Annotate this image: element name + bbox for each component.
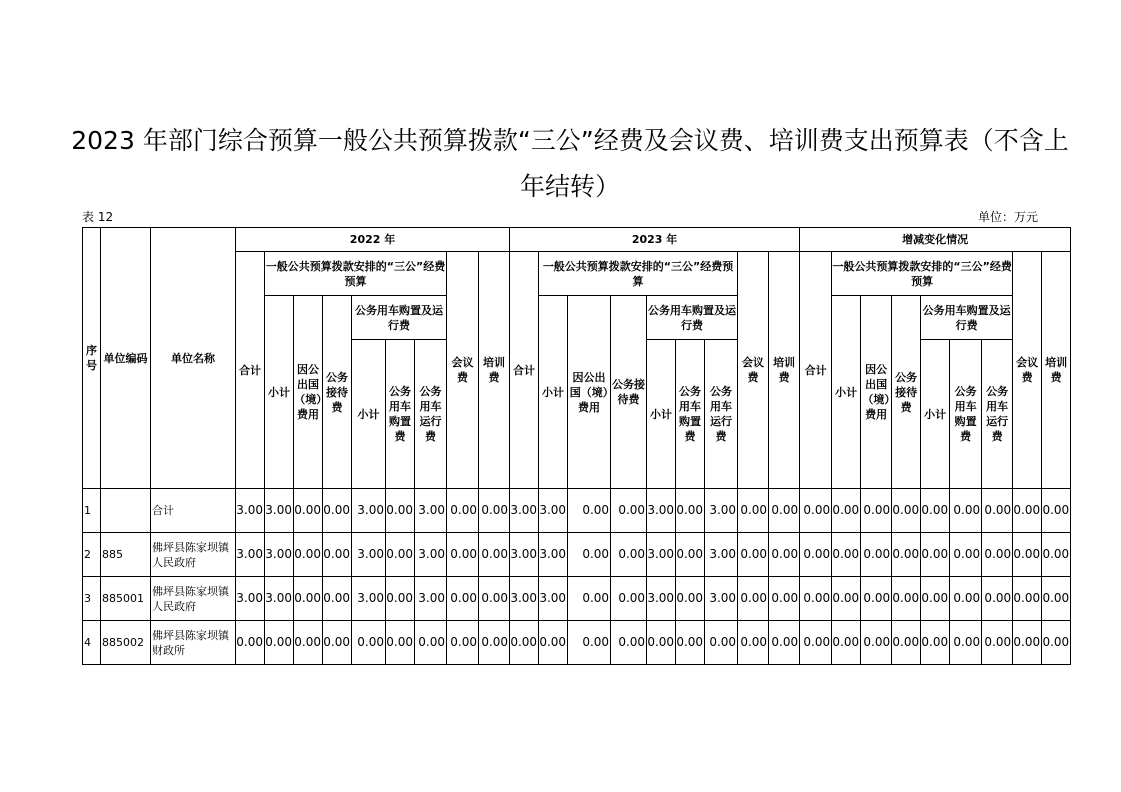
row-value-cell: 0.00 <box>676 489 705 533</box>
row-value-cell: 0.00 <box>415 621 447 665</box>
row-value-cell: 0.00 <box>950 577 982 621</box>
table-number: 表 12 <box>82 210 114 224</box>
row-value-cell: 0.00 <box>676 621 705 665</box>
row-value-cell: 0.00 <box>568 489 611 533</box>
row-seq: 2 <box>83 533 101 577</box>
row-value-cell: 0.00 <box>1042 621 1071 665</box>
header-sangong: 一般公共预算拨款安排的“三公”经费预算 <box>832 252 1013 296</box>
row-seq: 1 <box>83 489 101 533</box>
header-subtotal: 小计 <box>921 340 950 489</box>
row-value-cell: 0.00 <box>832 489 861 533</box>
row-value-cell: 0.00 <box>1013 621 1042 665</box>
row-value-cell: 0.00 <box>861 577 892 621</box>
row-value-cell: 0.00 <box>921 577 950 621</box>
header-meeting: 会议费 <box>738 252 769 489</box>
row-value-cell: 0.00 <box>447 621 479 665</box>
row-value-cell: 3.00 <box>236 489 265 533</box>
row-value-cell: 0.00 <box>982 621 1013 665</box>
row-value-cell: 0.00 <box>738 577 769 621</box>
row-value-cell: 0.00 <box>800 533 832 577</box>
row-value-cell: 0.00 <box>1042 533 1071 577</box>
row-value-cell: 0.00 <box>611 489 647 533</box>
header-training: 培训费 <box>769 252 800 489</box>
row-value-cell: 0.00 <box>323 577 352 621</box>
row-unit-code: 885001 <box>101 577 151 621</box>
row-value-cell: 0.00 <box>800 577 832 621</box>
row-value-cell: 0.00 <box>861 621 892 665</box>
row-value-cell: 0.00 <box>323 489 352 533</box>
row-value-cell: 0.00 <box>800 621 832 665</box>
row-value-cell: 3.00 <box>415 577 447 621</box>
header-abroad: 因公出国（境）费用 <box>294 296 323 489</box>
row-value-cell: 0.00 <box>479 533 510 577</box>
row-value-cell: 3.00 <box>265 533 294 577</box>
row-value-cell: 0.00 <box>386 621 415 665</box>
row-value-cell: 0.00 <box>611 621 647 665</box>
row-value-cell: 0.00 <box>352 621 386 665</box>
row-value-cell: 3.00 <box>705 577 738 621</box>
row-value-cell: 0.00 <box>982 489 1013 533</box>
row-value-cell: 0.00 <box>950 533 982 577</box>
row-value-cell: 0.00 <box>769 489 800 533</box>
row-value-cell: 0.00 <box>892 577 921 621</box>
row-value-cell: 3.00 <box>647 489 676 533</box>
row-value-cell: 0.00 <box>1042 577 1071 621</box>
row-value-cell: 0.00 <box>323 533 352 577</box>
row-value-cell: 0.00 <box>950 489 982 533</box>
header-2022: 2022 年 <box>236 228 510 252</box>
header-unit-code: 单位编码 <box>101 228 151 489</box>
table-row <box>83 533 1071 577</box>
row-value-cell: 0.00 <box>832 577 861 621</box>
row-value-cell: 0.00 <box>568 577 611 621</box>
header-vehicle: 公务用车购置及运行费 <box>921 296 1013 340</box>
row-value-cell: 0.00 <box>568 621 611 665</box>
row-seq: 4 <box>83 621 101 665</box>
header-reception: 公务接待费 <box>892 296 921 489</box>
row-unit-name: 佛坪县陈家坝镇财政所 <box>151 621 236 665</box>
row-value-cell: 0.00 <box>982 533 1013 577</box>
row-value-cell: 0.00 <box>568 533 611 577</box>
table-row <box>83 621 1071 665</box>
header-2023: 2023 年 <box>510 228 800 252</box>
table-body <box>83 489 1071 665</box>
table-row <box>83 577 1071 621</box>
header-meeting: 会议费 <box>447 252 479 489</box>
row-value-cell: 3.00 <box>236 533 265 577</box>
row-value-cell: 0.00 <box>832 621 861 665</box>
row-value-cell: 0.00 <box>892 621 921 665</box>
header-reception: 公务接待费 <box>323 296 352 489</box>
row-value-cell: 0.00 <box>447 489 479 533</box>
row-value-cell: 0.00 <box>294 577 323 621</box>
row-value-cell: 3.00 <box>415 489 447 533</box>
header-change: 增减变化情况 <box>800 228 1071 252</box>
row-value-cell: 0.00 <box>832 533 861 577</box>
row-value-cell: 3.00 <box>352 489 386 533</box>
row-value-cell: 0.00 <box>769 533 800 577</box>
header-subtotal: 小计 <box>539 296 568 489</box>
budget-table <box>82 227 1071 665</box>
header-vehicle-run: 公务用车运行费 <box>982 340 1013 489</box>
row-value-cell: 0.00 <box>479 489 510 533</box>
header-total: 合计 <box>236 252 265 489</box>
header-seq: 序号 <box>83 228 101 489</box>
header-total: 合计 <box>510 252 539 489</box>
row-unit-code: 885002 <box>101 621 151 665</box>
row-value-cell: 0.00 <box>386 533 415 577</box>
row-value-cell: 3.00 <box>647 533 676 577</box>
row-value-cell: 0.00 <box>323 621 352 665</box>
row-value-cell: 0.00 <box>1013 577 1042 621</box>
table-row <box>83 489 1071 533</box>
header-vehicle-run: 公务用车运行费 <box>705 340 738 489</box>
header-meeting: 会议费 <box>1013 252 1042 489</box>
row-value-cell: 0.00 <box>1013 489 1042 533</box>
row-value-cell: 0.00 <box>982 577 1013 621</box>
header-vehicle-purchase: 公务用车购置费 <box>386 340 415 489</box>
row-value-cell: 3.00 <box>539 533 568 577</box>
row-value-cell: 0.00 <box>1042 489 1071 533</box>
row-value-cell: 3.00 <box>415 533 447 577</box>
row-value-cell: 3.00 <box>705 489 738 533</box>
header-vehicle: 公务用车购置及运行费 <box>647 296 738 340</box>
row-value-cell: 0.00 <box>539 621 568 665</box>
row-value-cell: 0.00 <box>294 489 323 533</box>
header-sangong: 一般公共预算拨款安排的“三公”经费预算 <box>265 252 447 296</box>
row-value-cell: 3.00 <box>510 489 539 533</box>
header-unit-name: 单位名称 <box>151 228 236 489</box>
row-seq: 3 <box>83 577 101 621</box>
row-unit-code: 885 <box>101 533 151 577</box>
header-subtotal: 小计 <box>265 296 294 489</box>
row-value-cell: 0.00 <box>800 489 832 533</box>
row-unit-code <box>101 489 151 533</box>
row-value-cell: 0.00 <box>769 621 800 665</box>
row-value-cell: 3.00 <box>236 577 265 621</box>
row-value-cell: 0.00 <box>892 533 921 577</box>
row-value-cell: 0.00 <box>738 621 769 665</box>
row-value-cell: 0.00 <box>738 489 769 533</box>
header-subtotal: 小计 <box>647 340 676 489</box>
row-value-cell: 3.00 <box>647 577 676 621</box>
row-value-cell: 3.00 <box>539 489 568 533</box>
row-value-cell: 0.00 <box>676 533 705 577</box>
row-value-cell: 3.00 <box>265 577 294 621</box>
row-value-cell: 0.00 <box>921 533 950 577</box>
header-vehicle: 公务用车购置及运行费 <box>352 296 447 340</box>
row-value-cell: 0.00 <box>447 533 479 577</box>
row-unit-name: 佛坪县陈家坝镇人民政府 <box>151 533 236 577</box>
row-value-cell: 0.00 <box>861 489 892 533</box>
row-unit-name: 佛坪县陈家坝镇人民政府 <box>151 577 236 621</box>
row-value-cell: 0.00 <box>647 621 676 665</box>
row-value-cell: 0.00 <box>479 621 510 665</box>
header-abroad: 因公出国（境）费用 <box>861 296 892 489</box>
row-value-cell: 0.00 <box>611 533 647 577</box>
header-subtotal: 小计 <box>832 296 861 489</box>
row-value-cell: 0.00 <box>479 577 510 621</box>
row-value-cell: 0.00 <box>950 621 982 665</box>
header-vehicle-purchase: 公务用车购置费 <box>950 340 982 489</box>
header-sangong: 一般公共预算拨款安排的“三公”经费预算 <box>539 252 738 296</box>
row-value-cell: 0.00 <box>1013 533 1042 577</box>
row-value-cell: 3.00 <box>510 577 539 621</box>
row-value-cell: 0.00 <box>386 489 415 533</box>
header-vehicle-purchase: 公务用车购置费 <box>676 340 705 489</box>
page-title: 2023 年部门综合预算一般公共预算拨款“三公”经费及会议费、培训费支出预算表（不含上年结转） <box>71 126 1069 201</box>
row-value-cell: 3.00 <box>352 533 386 577</box>
header-vehicle-run: 公务用车运行费 <box>415 340 447 489</box>
row-value-cell: 3.00 <box>265 489 294 533</box>
header-reception: 公务接待费 <box>611 296 647 489</box>
row-value-cell: 3.00 <box>539 577 568 621</box>
row-value-cell: 0.00 <box>921 621 950 665</box>
row-value-cell: 3.00 <box>352 577 386 621</box>
row-unit-name: 合计 <box>151 489 236 533</box>
row-value-cell: 0.00 <box>921 489 950 533</box>
row-value-cell: 0.00 <box>676 577 705 621</box>
row-value-cell: 0.00 <box>705 621 738 665</box>
row-value-cell: 0.00 <box>861 533 892 577</box>
row-value-cell: 3.00 <box>705 533 738 577</box>
header-abroad: 因公出国（境）费用 <box>568 296 611 489</box>
row-value-cell: 0.00 <box>294 533 323 577</box>
row-value-cell: 0.00 <box>386 577 415 621</box>
row-value-cell: 0.00 <box>294 621 323 665</box>
row-value-cell: 0.00 <box>265 621 294 665</box>
row-value-cell: 0.00 <box>892 489 921 533</box>
row-value-cell: 0.00 <box>236 621 265 665</box>
row-value-cell: 0.00 <box>447 577 479 621</box>
unit-label: 单位：万元 <box>978 210 1039 224</box>
header-subtotal: 小计 <box>352 340 386 489</box>
row-value-cell: 0.00 <box>738 533 769 577</box>
header-training: 培训费 <box>479 252 510 489</box>
row-value-cell: 0.00 <box>769 577 800 621</box>
header-training: 培训费 <box>1042 252 1071 489</box>
row-value-cell: 0.00 <box>510 621 539 665</box>
header-total: 合计 <box>800 252 832 489</box>
row-value-cell: 3.00 <box>510 533 539 577</box>
row-value-cell: 0.00 <box>611 577 647 621</box>
